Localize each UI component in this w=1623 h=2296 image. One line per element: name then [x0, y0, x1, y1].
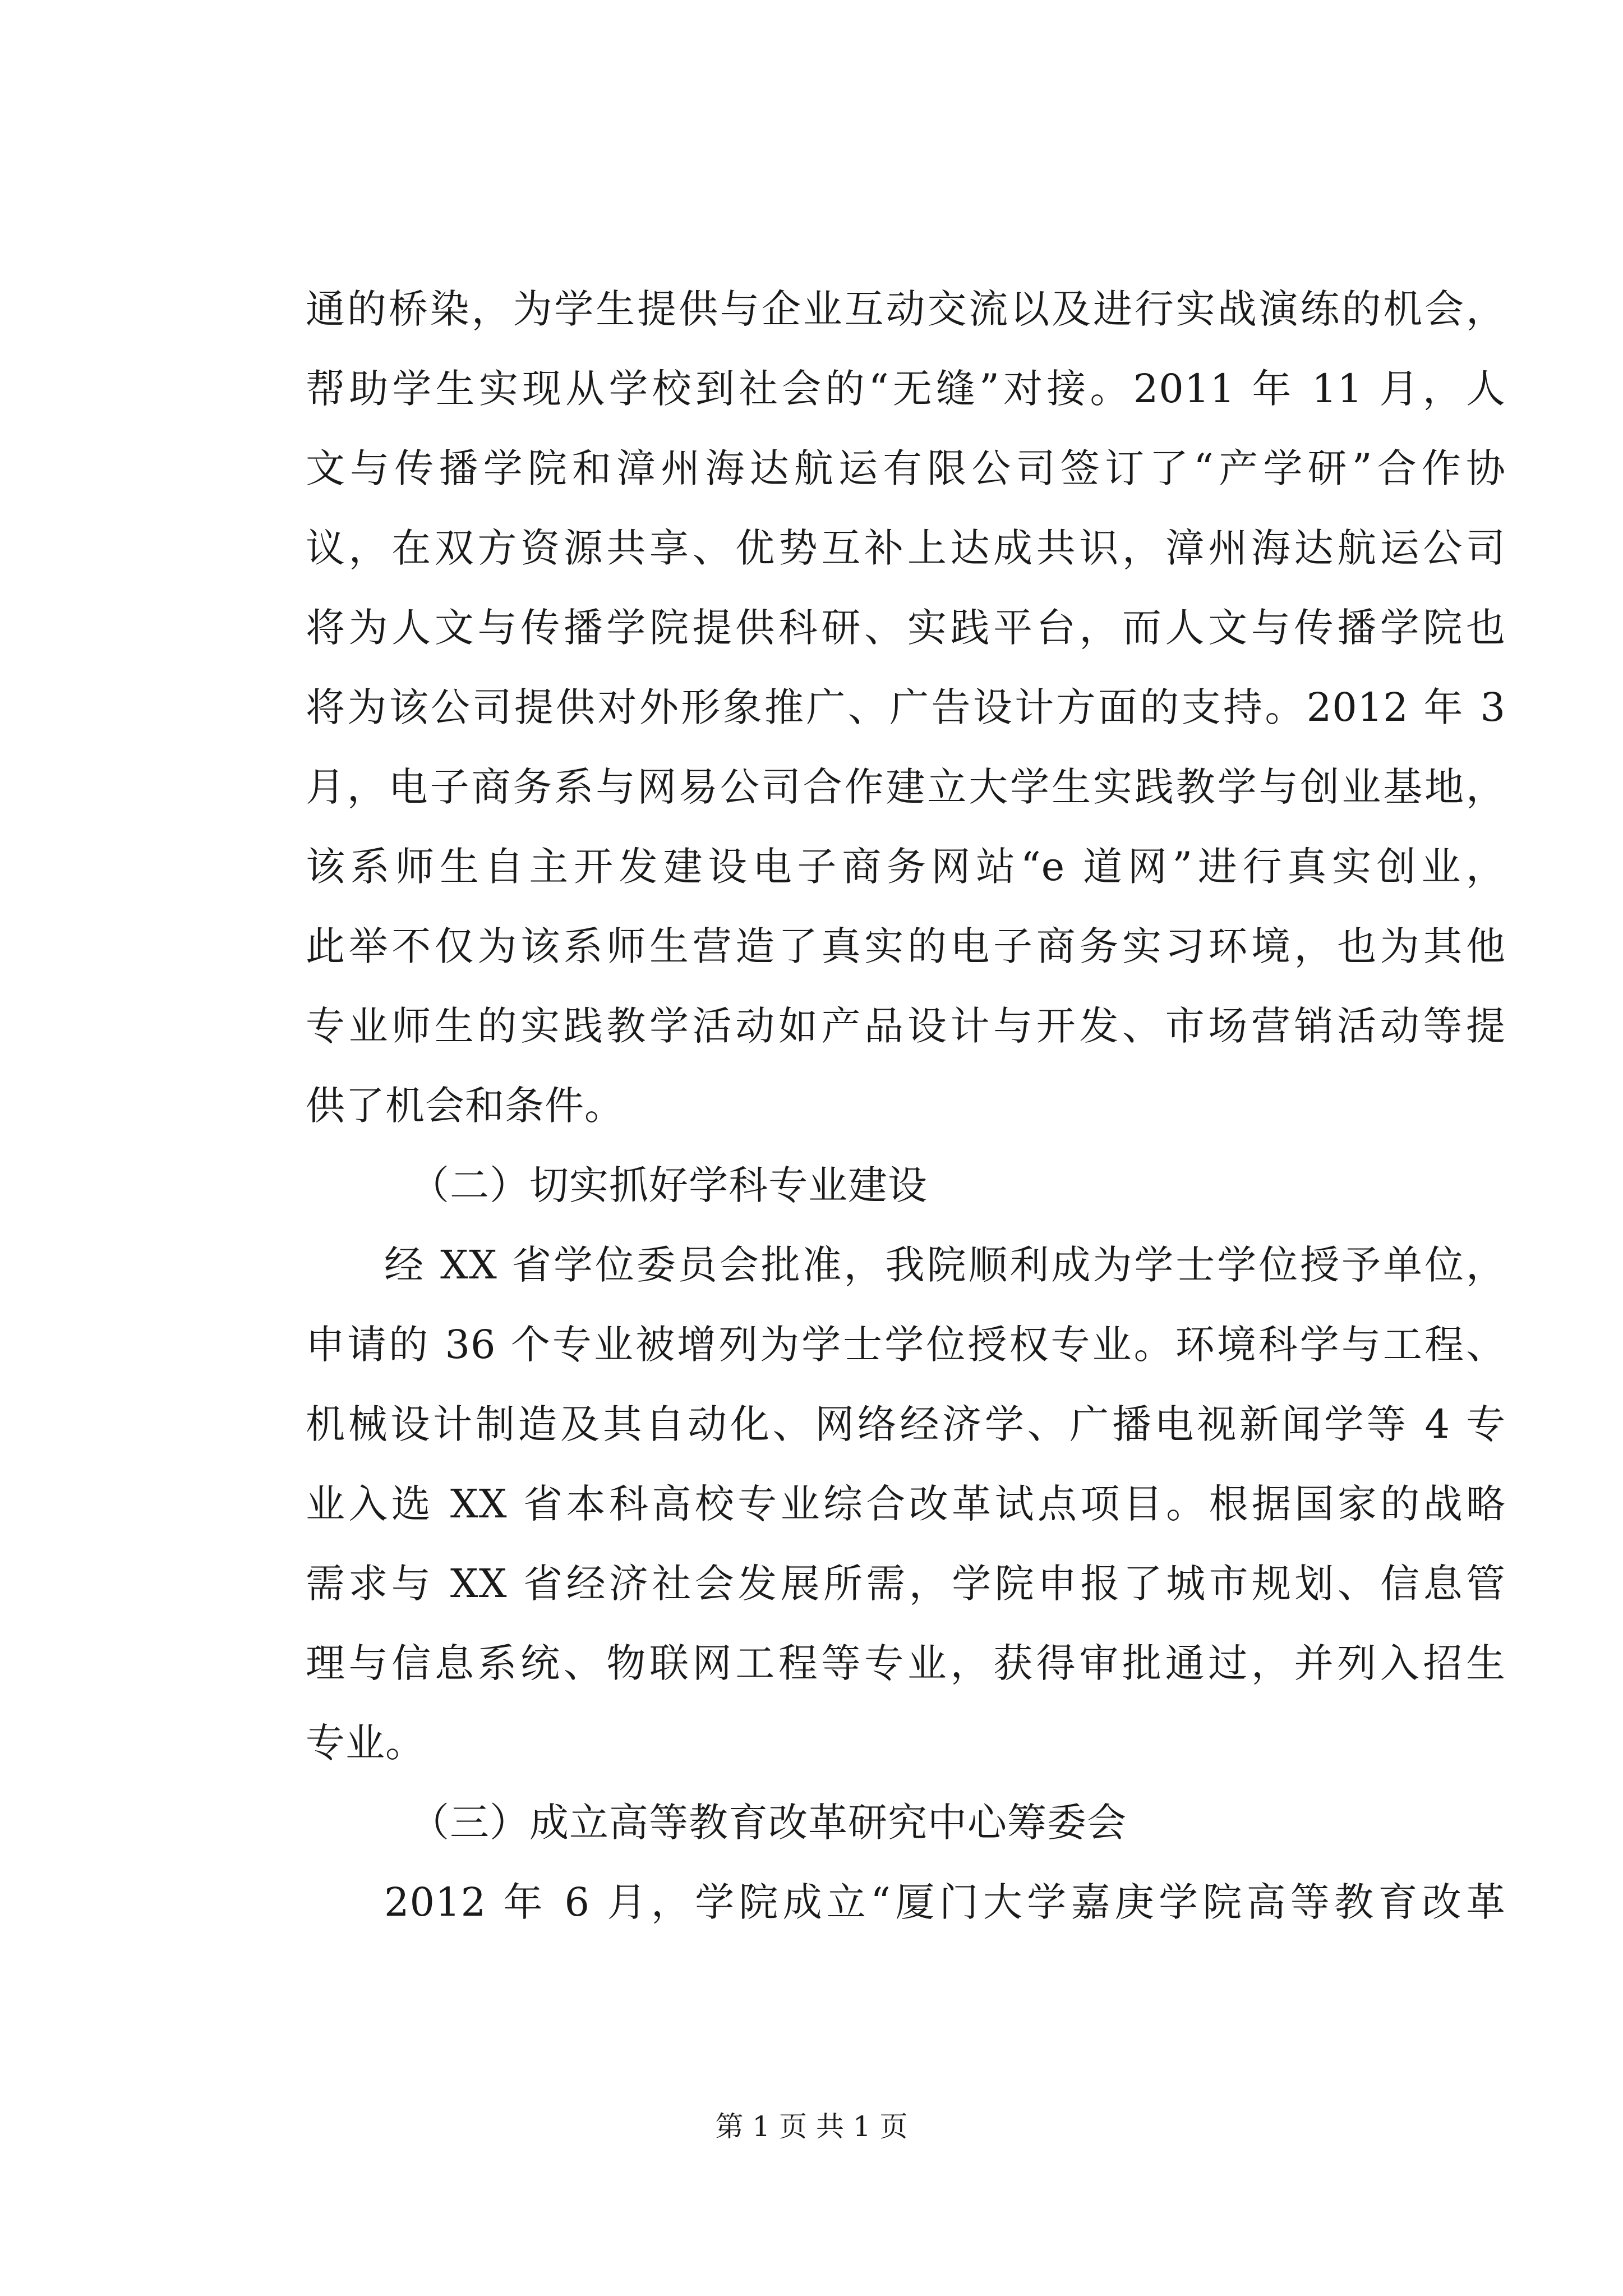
text-line: 机械设计制造及其自动化、网络经济学、广播电视新闻学等 4 专 [306, 1401, 1506, 1447]
text-line: 专业。 [306, 1720, 425, 1766]
text-line: 2012 年 6 月，学院成立“厦门大学嘉庚学院高等教育改革 [384, 1879, 1506, 1925]
section-heading: （二）切实抓好学科专业建设 [410, 1162, 928, 1208]
text-line: 将为该公司提供对外形象推广、广告设计方面的支持。2012 年 3 [306, 684, 1506, 730]
document-body [306, 269, 1506, 1942]
text-line: 经 XX 省学位委员会批准，我院顺利成为学士学位授予单位， [384, 1242, 1506, 1288]
text-line: 业入选 XX 省本科高校专业综合改革试点项目。根据国家的战略 [306, 1481, 1506, 1527]
text-line: 议，在双方资源共享、优势互补上达成共识，漳州海达航运公司 [306, 525, 1506, 571]
text-line: 月，电子商务系与网易公司合作建立大学生实践教学与创业基地， [306, 764, 1506, 810]
text-line: 供了机会和条件。 [306, 1083, 624, 1129]
section-heading: （三）成立高等教育改革研究中心筹委会 [410, 1800, 1127, 1846]
text-line: 申请的 36 个专业被增列为学士学位授权专业。环境科学与工程、 [306, 1322, 1506, 1368]
text-line: 需求与 XX 省经济社会发展所需，学院申报了城市规划、信息管 [306, 1561, 1506, 1607]
text-line: 该系师生自主开发建设电子商务网站“e 道网”进行真实创业， [306, 844, 1506, 890]
text-line: 理与信息系统、物联网工程等专业，获得审批通过，并列入招生 [306, 1640, 1506, 1686]
text-line: 此举不仅为该系师生营造了真实的电子商务实习环境，也为其他 [306, 923, 1506, 969]
text-line: 将为人文与传播学院提供科研、实践平台，而人文与传播学院也 [306, 605, 1506, 651]
text-line: 文与传播学院和漳州海达航运有限公司签订了“产学研”合作协 [306, 445, 1506, 491]
page-footer: 第 1 页 共 1 页 [715, 2110, 908, 2143]
text-line: 通的桥染，为学生提供与企业互动交流以及进行实战演练的机会， [306, 286, 1506, 332]
text-line: 帮助学生实现从学校到社会的“无缝”对接。2011 年 11 月，人 [306, 366, 1506, 412]
text-line: 专业师生的实践教学活动如产品设计与开发、市场营销活动等提 [306, 1003, 1506, 1049]
